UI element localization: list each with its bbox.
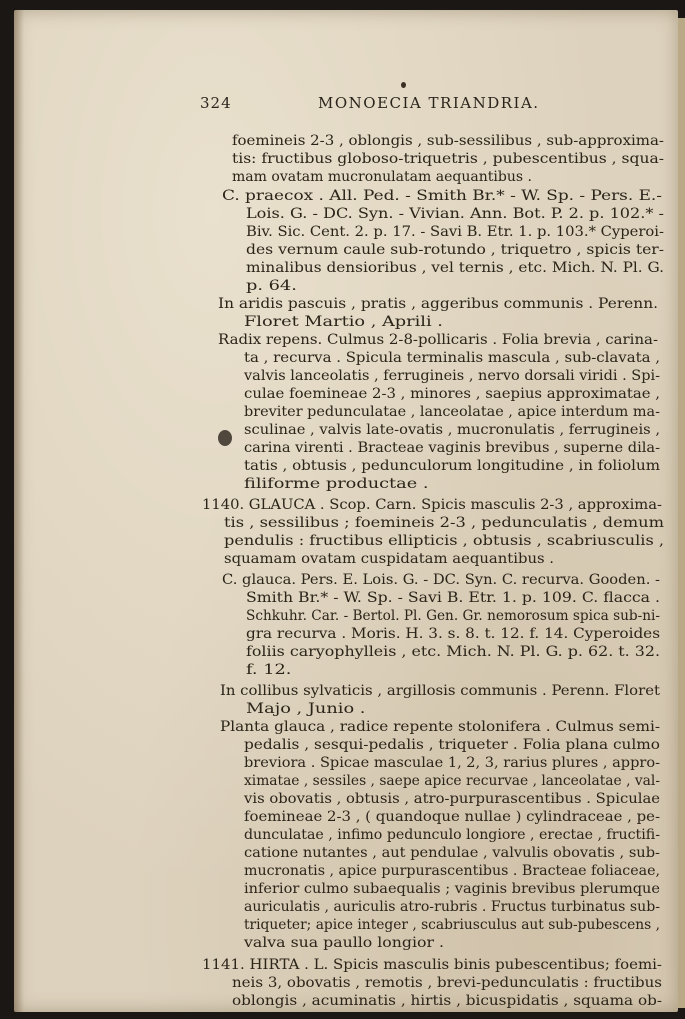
text-line: foemineae 2-3 , ( quandoque nullae ) cylindraceae , pe-	[244, 809, 660, 825]
text-line: auriculatis , auriculis atro-rubris . Fructus turbinatus sub-	[244, 899, 660, 915]
text-line: sculinae , valvis late-ovatis , mucronulatis , ferrugineis ,	[244, 422, 660, 438]
text-line: ta , recurva . Spicula terminalis mascula , sub-clavata ,	[244, 350, 660, 366]
page-header	[200, 92, 540, 116]
text-line: Biv. Sic. Cent. 2. p. 17. - Savi B. Etr. 1. p. 103.* Cyperoi-	[246, 224, 664, 240]
text-line: Majo , Junio .	[246, 701, 366, 717]
text-line: mam ovatam mucronulatam aequantibus .	[232, 169, 532, 185]
text-line: 1141. HIRTA . L. Spicis masculis binis pubescentibus; foemi-	[202, 957, 662, 973]
text-line: breviora . Spicae masculae 1, 2, 3, rarius plures , appro-	[244, 755, 660, 771]
text-line: Smith Br.* - W. Sp. - Savi B. Etr. 1. p. 109. C. flacca .	[246, 590, 660, 606]
text-line: valva sua paullo longior .	[244, 935, 444, 951]
text-line: breviter pedunculatae , lanceolatae , apice interdum ma-	[244, 404, 660, 420]
page-number: 324	[200, 94, 232, 112]
text-line: In aridis pascuis , pratis , aggeribus communis . Perenn.	[218, 296, 658, 312]
text-line: Lois. G. - DC. Syn. - Vivian. Ann. Bot. P. 2. p. 102.* -	[246, 206, 664, 222]
text-line: vis obovatis , obtusis , atro-purpurascentibus . Spiculae	[244, 791, 660, 807]
text-line: tis: fructibus globoso-triquetris , pubescentibus , squa-	[232, 151, 664, 167]
text-line: pedalis , sesqui-pedalis , triqueter . Folia plana culmo	[244, 737, 660, 753]
text-line: Schkuhr. Car. - Bertol. Pl. Gen. Gr. nemorosum spica sub-ni-	[246, 608, 660, 624]
page-spine-shadow	[14, 10, 24, 1012]
text-line: inferior culmo subaequalis ; vaginis brevibus plerumque	[244, 881, 660, 897]
next-page-edge	[678, 18, 685, 1008]
text-line: gra recurva . Moris. H. 3. s. 8. t. 12. f. 14. Cyperoides	[246, 626, 660, 642]
book-page	[14, 10, 678, 1012]
text-line: neis 3, obovatis , remotis , brevi-pedunculatis : fructibus	[232, 975, 662, 991]
text-line: squamam ovatam cuspidatam aequantibus .	[224, 551, 554, 567]
running-title: MONOECIA TRIANDRIA.	[318, 94, 540, 112]
text-line: tatis , obtusis , pedunculorum longitudine , in foliolum	[244, 458, 660, 474]
text-line: Floret Martio , Aprili .	[244, 314, 443, 330]
text-line: valvis lanceolatis , ferrugineis , nervo dorsali viridi . Spi-	[244, 368, 660, 384]
ink-blot	[218, 430, 232, 446]
text-line: f. 12.	[246, 662, 292, 678]
text-line: pendulis : fructibus ellipticis , obtusis , scabriusculis ,	[224, 533, 664, 549]
text-line: des vernum caule sub-rotundo , triquetro , spicis ter-	[246, 242, 664, 258]
text-line: carina virenti . Bracteae vaginis brevibus , superne dila-	[244, 440, 660, 456]
text-line: filiforme productae .	[244, 476, 429, 492]
text-line: foliis caryophylleis , etc. Mich. N. Pl. G. p. 62. t. 32.	[246, 644, 660, 660]
text-line: tis , sessilibus ; foemineis 2-3 , pedunculatis , demum	[224, 515, 664, 531]
text-line: ximatae , sessiles , saepe apice recurvae , lanceolatae , val-	[244, 773, 660, 789]
ink-dot	[401, 82, 406, 88]
text-line: 1140. GLAUCA . Scop. Carn. Spicis masculis 2-3 , approxima-	[202, 497, 662, 513]
text-line: Planta glauca , radice repente stolonifera . Culmus semi-	[220, 719, 660, 735]
text-line: triqueter; apice integer , scabriusculus aut sub-pubescens ,	[244, 917, 660, 933]
text-line: mucronatis , apice purpurascentibus . Bracteae foliaceae,	[244, 863, 660, 879]
text-line: dunculatae , infimo pedunculo longiore , erectae , fructifi-	[244, 827, 660, 843]
text-line: C. praecox . All. Ped. - Smith Br.* - W. Sp. - Pers. E.-	[222, 188, 662, 204]
text-line: catione nutantes , aut pendulae , valvulis obovatis , sub-	[244, 845, 660, 861]
text-line: Radix repens. Culmus 2-8-pollicaris . Folia brevia , carina-	[218, 332, 658, 348]
text-line: C. glauca. Pers. E. Lois. G. - DC. Syn. C. recurva. Gooden. -	[222, 572, 660, 588]
text-line: p. 64.	[246, 278, 297, 294]
text-line: minalibus densioribus , vel ternis , etc. Mich. N. Pl. G.	[246, 260, 664, 276]
text-line: In collibus sylvaticis , argillosis communis . Perenn. Floret	[220, 683, 660, 699]
text-line: foemineis 2-3 , oblongis , sub-sessilibus , sub-approxima-	[232, 133, 664, 149]
text-line: oblongis , acuminatis , hirtis , bicuspidatis , squama ob-	[232, 993, 662, 1009]
text-line: culae foemineae 2-3 , minores , saepius approximatae ,	[244, 386, 660, 402]
